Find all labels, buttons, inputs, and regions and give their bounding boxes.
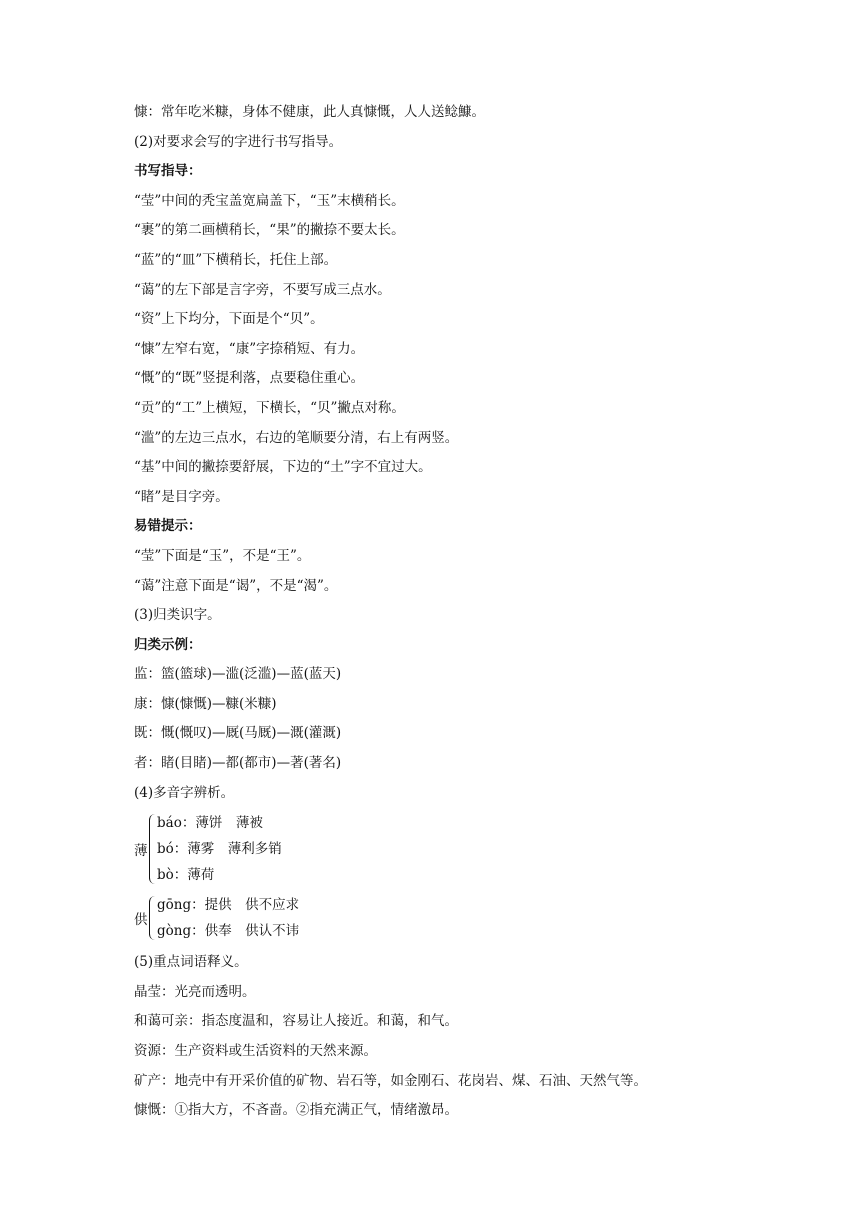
text-line: 监：篮(篮球)—滥(泛滥)—蓝(蓝天) xyxy=(134,666,342,683)
text-line: 者：睹(目睹)—都(都市)—著(著名) xyxy=(134,755,342,772)
polyphone-reading: bò：薄荷 xyxy=(157,867,215,884)
text-line: “慷”左窄右宽，“康”字捺稍短、有力。 xyxy=(134,340,365,357)
polyphone-reading: báo：薄饼 薄被 xyxy=(157,815,263,832)
section-heading: 书写指导： xyxy=(134,163,202,180)
text-line: (5)重点词语释义。 xyxy=(134,954,248,971)
text-line: 资源：生产资料或生活资料的天然来源。 xyxy=(134,1043,377,1060)
text-line: (2)对要求会写的字进行书写指导。 xyxy=(134,133,343,150)
document-body xyxy=(134,98,774,1126)
polyphone-reading: gōng：提供 供不应求 xyxy=(157,897,300,914)
section-heading: 归类示例： xyxy=(134,636,202,653)
text-line: 康：慷(慷慨)—糠(米糠) xyxy=(134,695,277,712)
polyphone-char: 供 xyxy=(134,912,148,929)
section-heading: 易错提示： xyxy=(134,518,202,535)
text-line: “慨”的“既”竖提利落，点要稳住重心。 xyxy=(134,370,365,387)
polyphone-group xyxy=(134,892,774,944)
text-line: “资”上下均分，下面是个“贝”。 xyxy=(134,311,324,328)
text-line: “基”中间的撇捺要舒展，下边的“土”字不宜过大。 xyxy=(134,459,432,476)
text-line: “莹”中间的秃宝盖宽扁盖下，“玉”末横稍长。 xyxy=(134,192,405,209)
text-line: 既：慨(慨叹)—厩(马厩)—溉(灌溉) xyxy=(134,725,342,742)
bottom-section xyxy=(134,948,774,1126)
polyphone-reading: bó：薄雾 薄利多销 xyxy=(157,841,282,858)
text-line: 慷：常年吃米糠，身体不健康，此人真慷慨，人人送鲶鱇。 xyxy=(134,104,485,120)
top-section xyxy=(134,98,774,808)
text-line: 慷慨：①指大方，不吝啬。②指充满正气，情绪激昂。 xyxy=(134,1102,458,1119)
text-line: “裹”的第二画横稍长，“果”的撇捺不要太长。 xyxy=(134,222,405,239)
text-line: 矿产：地壳中有开采价值的矿物、岩石等，如金刚石、花岗岩、煤、石油、天然气等。 xyxy=(134,1072,647,1089)
text-line: “滥”的左边三点水，右边的笔顺要分清，右上有两竖。 xyxy=(134,429,459,446)
text-line: (4)多音字辨析。 xyxy=(134,784,235,801)
text-line: “蔼”的左下部是言字旁，不要写成三点水。 xyxy=(134,281,391,298)
polyphone-section xyxy=(134,810,774,944)
text-line: “睹”是目字旁。 xyxy=(134,488,229,505)
text-line: 晶莹：光亮而透明。 xyxy=(134,983,256,1000)
polyphone-reading: gòng：供奉 供认不讳 xyxy=(157,923,300,940)
brace-mark xyxy=(149,896,155,940)
brace-mark xyxy=(149,814,155,884)
text-line: “蔼”注意下面是“谒”，不是“渴”。 xyxy=(134,577,338,594)
text-line: “贡”的“工”上横短，下横长，“贝”撇点对称。 xyxy=(134,399,405,416)
text-line: “蓝”的“皿”下横稍长，托住上部。 xyxy=(134,251,338,268)
text-line: (3)归类识字。 xyxy=(134,607,221,624)
polyphone-group xyxy=(134,810,774,888)
text-line: “莹”下面是“玉”，不是“王”。 xyxy=(134,547,311,564)
polyphone-char: 薄 xyxy=(134,843,148,860)
text-line: 和蔼可亲：指态度温和，容易让人接近。和蔼，和气。 xyxy=(134,1013,458,1030)
